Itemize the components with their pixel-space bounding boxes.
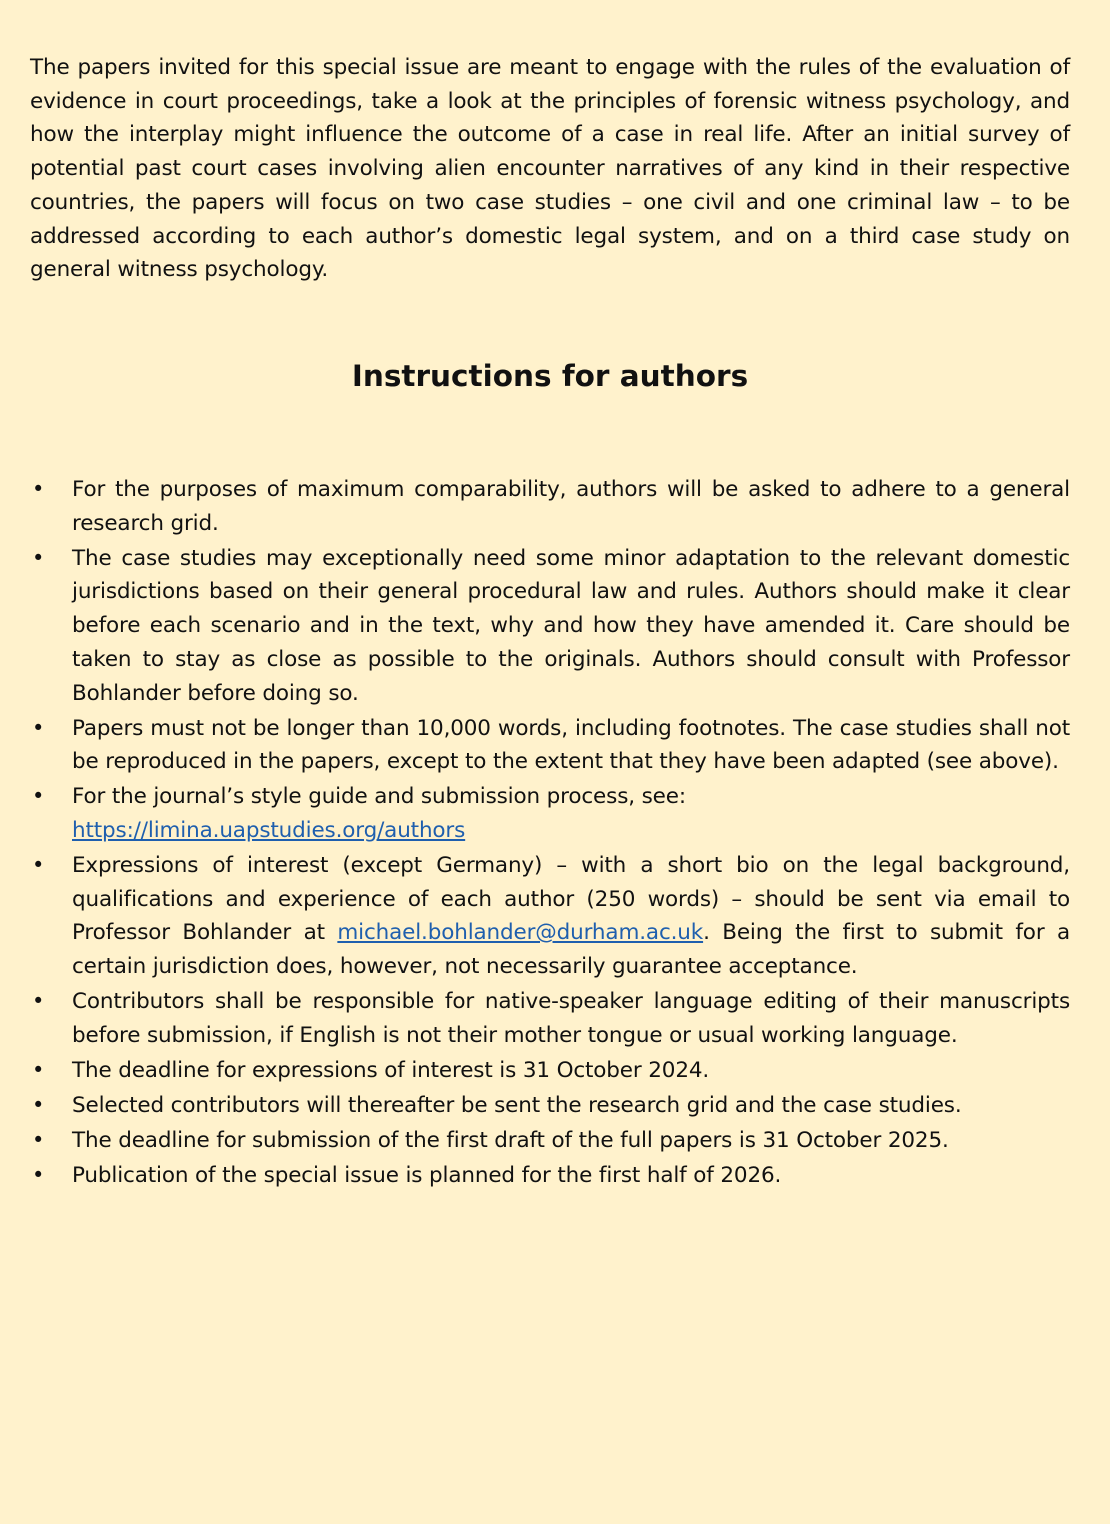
bullet-icon: • <box>32 1092 45 1117</box>
email-link[interactable]: michael.bohlander@durham.ac.uk <box>337 920 704 946</box>
bullet-icon: • <box>32 715 45 740</box>
bullet-icon: • <box>32 1162 45 1187</box>
item-text: For the journal’s style guide and submission process, see: <box>72 784 686 810</box>
bullet-icon: • <box>32 784 45 809</box>
bullet-icon: • <box>32 1127 45 1152</box>
bullet-icon: • <box>32 1057 45 1082</box>
bullet-icon: • <box>32 989 45 1014</box>
item-text: The deadline for expressions of interest is 31 October 2024. <box>72 1057 710 1083</box>
list-item <box>30 985 1070 1052</box>
bullet-icon: • <box>32 852 45 877</box>
list-item <box>30 1054 1070 1088</box>
item-text: Contributors shall be responsible for native-speaker language editing of their manuscripts before submission, if English is not their mother tongue or usual working language. <box>72 989 1070 1048</box>
list-item <box>30 542 1070 711</box>
item-text: The case studies may exceptionally need some minor adaptation to the relevant domestic jurisdictions based on their general procedural law and rules. Authors should make it clear before each scenario and in the text, why and how they have amended it. Care should be taken to stay as close as possible to the originals. Authors should consult with Professor Bohlander before doing so. <box>72 545 1070 706</box>
list-item <box>30 1124 1070 1158</box>
instructions-list <box>30 473 1070 1194</box>
list-item <box>30 473 1070 540</box>
item-text: Papers must not be longer than 10,000 words, including footnotes. The case studies shall not be reproduced in the papers, except to the extent that they have been adapted (see above). <box>72 715 1070 775</box>
item-text: Selected contributors will thereafter be sent the research grid and the case studies. <box>72 1092 962 1118</box>
list-item <box>30 849 1070 984</box>
list-item <box>30 712 1070 779</box>
item-text: The deadline for submission of the first draft of the full papers is 31 October 2025. <box>72 1127 949 1153</box>
item-text: . Being the first to submit for a certain jurisdiction does, however, not necessarily guarantee acceptance. <box>72 920 1071 980</box>
list-item <box>30 1089 1070 1123</box>
document-page <box>30 51 1071 1188</box>
authors-guide-link[interactable]: https://limina.uapstudies.org/authors <box>72 817 466 843</box>
bullet-icon: • <box>32 545 45 570</box>
intro-paragraph: The papers invited for this special issue are meant to engage with the rules of the evaluation of evidence in court proceedings, take a look at the principles of forensic witness psychology, and how the interplay might influence the outcome of a case in real life. After an initial survey of potential past court cases involving alien encounter narratives of any kind in their respective countries, the papers will focus on two case studies – one civil and one criminal law – to be addressed according to each author’s domestic legal system, and on a third case study on general witness psychology. <box>30 55 1070 283</box>
item-text: For the purposes of maximum comparability, authors will be asked to adhere to a general research grid. <box>72 477 1070 536</box>
list-item <box>30 780 1070 847</box>
section-heading: Instructions for authors <box>351 359 749 393</box>
item-text: Expressions of interest (except Germany) – with a short bio on the legal background, qualifications and experience of each author (250 words) – should be sent via email to Professor Bohlander at <box>72 852 1070 946</box>
item-text: Publication of the special issue is planned for the first half of 2026. <box>72 1162 782 1188</box>
list-item <box>30 1159 1070 1193</box>
bullet-icon: • <box>32 477 45 501</box>
